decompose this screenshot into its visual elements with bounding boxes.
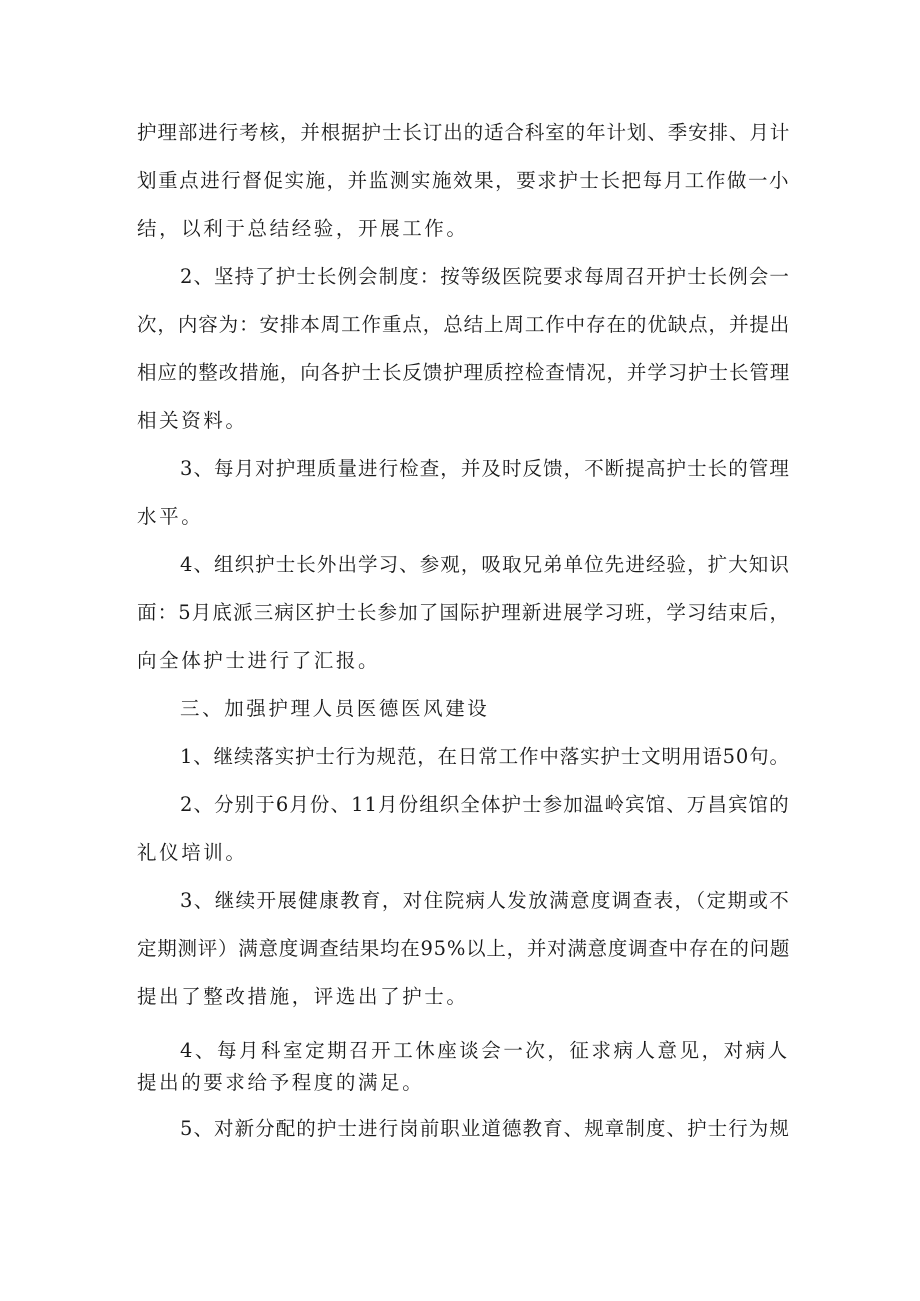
text-line: 相应的整改措施，向各护士长反馈护理质控检查情况，并学习护士长管理: [137, 361, 791, 384]
section-heading: 三、加强护理人员医德医风建设: [180, 697, 490, 720]
paragraph-start: 3、继续开展健康教育，对住院病人发放满意度调查表，（定期或不: [180, 889, 791, 912]
text-line: 划重点进行督促实施，并监测实施效果，要求护士长把每月工作做一小: [137, 169, 791, 192]
text-line: 相关资料。: [137, 409, 248, 432]
text-line: 护理部进行考核，并根据护士长订出的适合科室的年计划、季安排、月计: [137, 121, 791, 144]
text-line: 面：5月底派三病区护士长参加了国际护理新进展学习班，学习结束后，: [137, 601, 791, 624]
text-line: 礼仪培训。: [137, 841, 248, 864]
paragraph-start: 3、每月对护理质量进行检查，并及时反馈，不断提高护士长的管理: [180, 457, 790, 480]
text-line: 结，以利于总结经验，开展工作。: [137, 217, 469, 240]
paragraph-start: 2、坚持了护士长例会制度：按等级医院要求每周召开护士长例会一: [180, 265, 790, 288]
text-line: 次，内容为：安排本周工作重点，总结上周工作中存在的优缺点，并提出: [137, 313, 791, 336]
text-line: 定期测评）满意度调查结果均在95%以上，并对满意度调查中存在的问题: [137, 937, 791, 960]
paragraph-start: 2、分别于6月份、11月份组织全体护士参加温岭宾馆、万昌宾馆的: [180, 793, 790, 816]
paragraph-start: 1、继续落实护士行为规范，在日常工作中落实护士文明用语50句。: [180, 745, 790, 768]
paragraph-start: 5、对新分配的护士进行岗前职业道德教育、规章制度、护士行为规: [180, 1117, 790, 1140]
text-line: 提出了整改措施，评选出了护士。: [137, 985, 469, 1008]
paragraph-start: 4、组织护士长外出学习、参观，吸取兄弟单位先进经验，扩大知识: [180, 553, 790, 576]
text-line: 向全体护士进行了汇报。: [137, 649, 381, 672]
paragraph-start: 4、每月科室定期召开工休座谈会一次，征求病人意见，对病人: [180, 1039, 790, 1062]
text-line: 水平。: [137, 505, 204, 528]
text-line: 提出的要求给予程度的满足。: [137, 1071, 425, 1094]
